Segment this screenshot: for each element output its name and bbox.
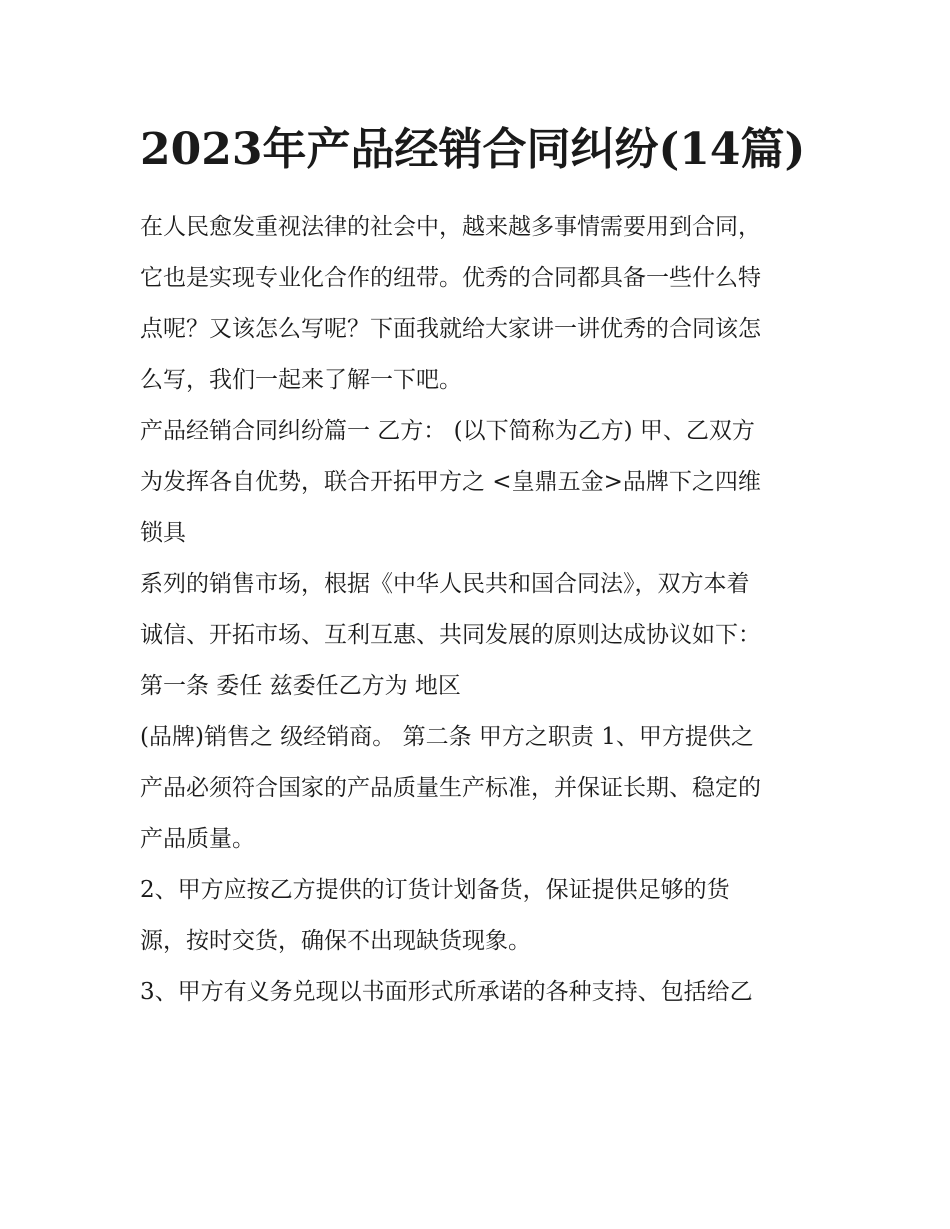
paragraph-clause-three: 3、甲方有义务兑现以书面形式所承诺的各种支持、包括给乙 [140,979,753,1005]
paragraph-article-two: (品牌)销售之 级经销商。 第二条 甲方之职责 1、甲方提供之 产品必须符合国家的产品质量生产标准，并保证长期、稳定的 产品质量。 [140,724,761,852]
paragraph-intro: 在人民愈发重视法律的社会中，越来越多事情需要用到合同， 它也是实现专业化合作的纽带。优秀的合同都具备一些什么特 点呢？又该怎么写呢？下面我就给大家讲一讲优秀的合同该怎 么写，我们一起来了解一下吧。 [140,214,761,393]
paragraph-article-one: 系列的销售市场，根据《中华人民共和国合同法》，双方本着 诚信、开拓市场、互利互惠、共同发展的原则达成协议如下： 第一条 委任 兹委任乙方为 地区 [140,571,761,699]
document-title: 2023年产品经销合同纠纷(14篇) [140,124,806,175]
document-content [140,112,820,1018]
paragraph-contract-opening: 产品经销合同纠纷篇一 乙方： (以下简称为乙方) 甲、乙双方 为发挥各自优势，联合开拓甲方之 <皇鼎五金>品牌下之四维 锁具 [140,418,761,546]
paragraph-clause-two: 2、甲方应按乙方提供的订货计划备货，保证提供足够的货 源，按时交货，确保不出现缺货现象。 [140,877,730,954]
